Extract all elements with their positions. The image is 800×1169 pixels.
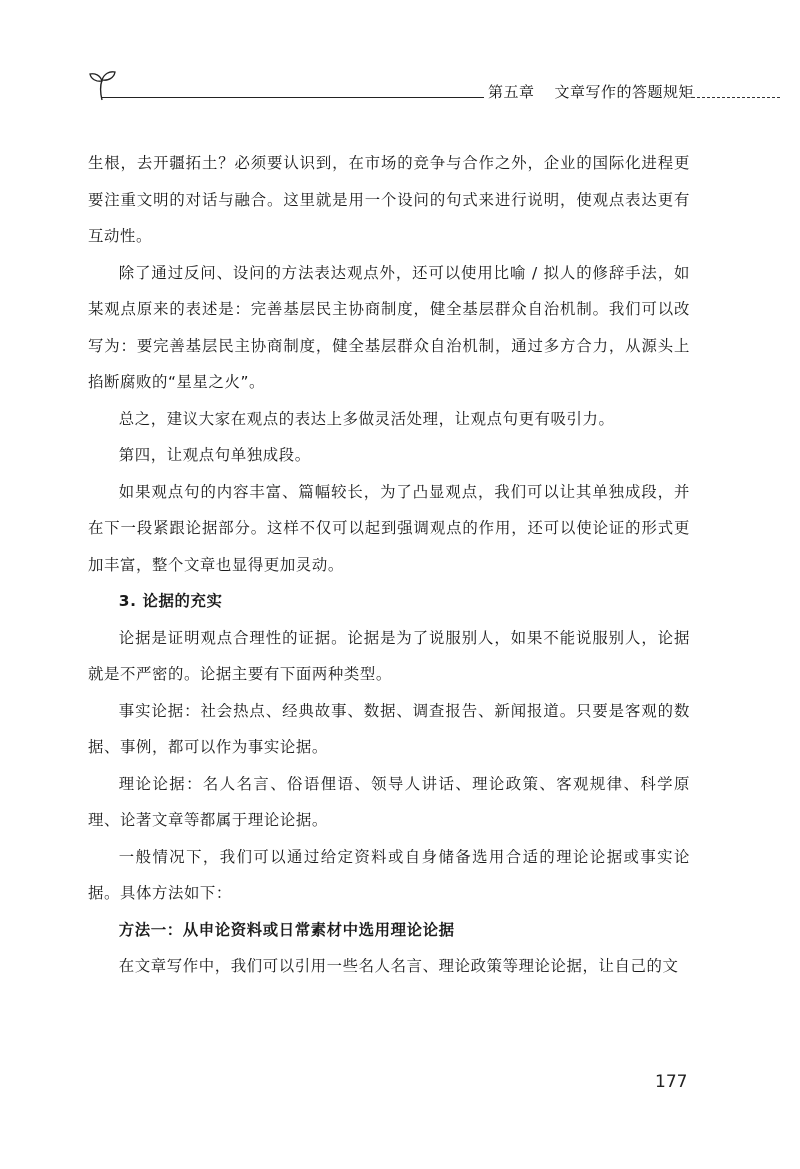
- paragraph: 除了通过反问、设问的方法表达观点外，还可以使用比喻 / 拟人的修辞手法，如某观点原来的表述是：完善基层民主协商制度，健全基层群众自治机制。我们可以改写为：要完善基层民主协商制度，健全基层群众自治机制，通过多方合力，从源头上掐断腐败的“星星之火”。: [88, 263, 690, 391]
- header-rule-left: [102, 97, 484, 98]
- chapter-number: 第五章: [488, 83, 535, 101]
- paragraph: 一般情况下，我们可以通过给定资料或自身储备选用合适的理论论据或事实论据。具体方法如下：: [88, 847, 690, 902]
- paragraph: 论据是证明观点合理性的证据。论据是为了说服别人，如果不能说服别人，论据就是不严密的。论据主要有下面两种类型。: [88, 628, 690, 683]
- header-title: [488, 82, 694, 102]
- paragraph: 生根，去开疆拓土？必须要认识到，在市场的竞争与合作之外，企业的国际化进程更要注重文明的对话与融合。这里就是用一个设问的句式来进行说明，使观点表达更有互动性。: [88, 154, 690, 245]
- running-header: [88, 66, 695, 106]
- header-rule-right: [692, 97, 780, 98]
- paragraph: 理论论据：名人名言、俗语俚语、领导人讲话、理论政策、客观规律、科学原理、论著文章等都属于理论论据。: [88, 774, 690, 829]
- page-number: 177: [655, 1072, 688, 1092]
- paragraph: 事实论据：社会热点、经典故事、数据、调查报告、新闻报道。只要是客观的数据、事例，都可以作为事实论据。: [88, 701, 690, 756]
- method-heading: 方法一：从申论资料或日常素材中选用理论论据: [118, 920, 455, 939]
- page-body: [88, 145, 690, 985]
- paragraph: 第四，让观点句单独成段。: [118, 446, 311, 464]
- paragraph: 在文章写作中，我们可以引用一些名人名言、理论政策等理论论据，让自己的文: [118, 957, 679, 975]
- paragraph: 总之，建议大家在观点的表达上多做灵活处理，让观点句更有吸引力。: [118, 409, 615, 428]
- chapter-title: 文章写作的答题规矩: [554, 83, 695, 101]
- section-heading: 3. 论据的充实: [118, 592, 223, 610]
- paragraph: 如果观点句的内容丰富、篇幅较长，为了凸显观点，我们可以让其单独成段，并在下一段紧跟论据部分。这样不仅可以起到强调观点的作用，还可以使论证的形式更加丰富，整个文章也显得更加灵动。: [88, 482, 690, 574]
